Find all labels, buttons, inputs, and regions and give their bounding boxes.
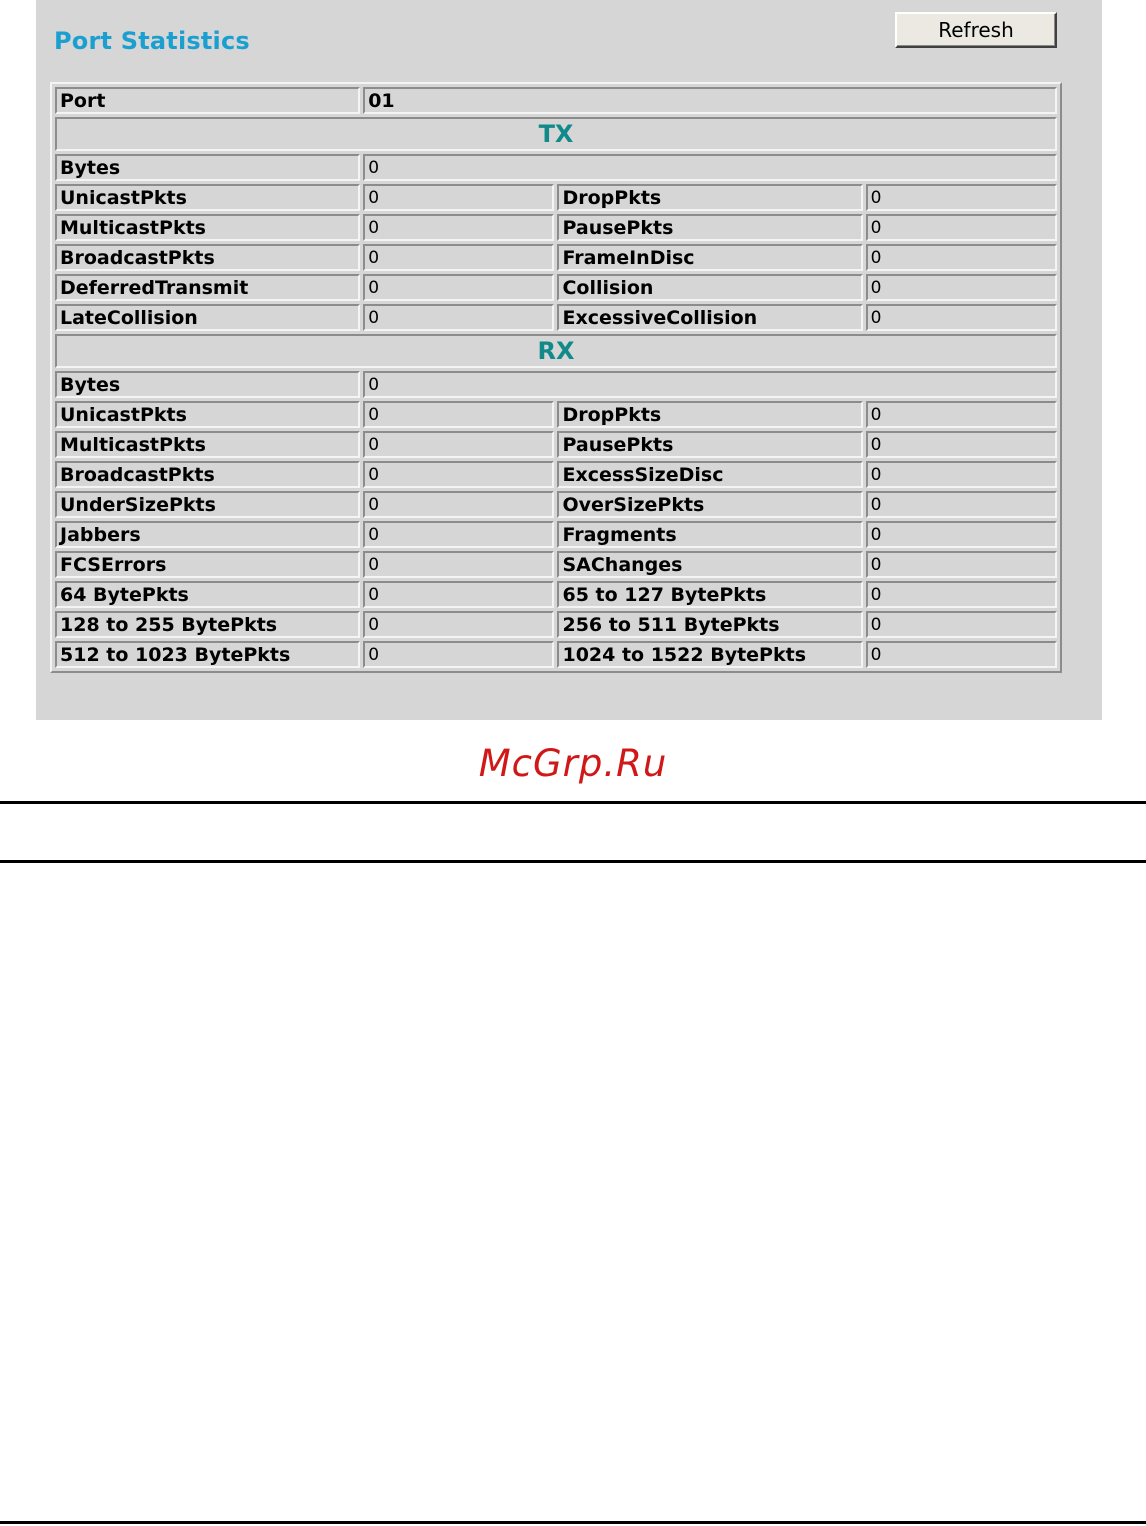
rx-bytes-label: Bytes (55, 371, 360, 398)
stat-label: FrameInDisc (557, 244, 862, 271)
stat-value: 0 (363, 214, 554, 241)
stat-label: FCSErrors (55, 551, 360, 578)
stats-body (55, 87, 1057, 668)
stat-label: 512 to 1023 BytePkts (55, 641, 360, 668)
rx-row (55, 401, 1057, 428)
stat-label: OverSizePkts (557, 491, 862, 518)
stat-value: 0 (866, 491, 1057, 518)
stat-label: PausePkts (557, 214, 862, 241)
stat-label: 65 to 127 BytePkts (557, 581, 862, 608)
stat-value: 0 (363, 491, 554, 518)
stat-value: 0 (363, 401, 554, 428)
tx-row (55, 274, 1057, 301)
stat-label: Jabbers (55, 521, 360, 548)
stat-value: 0 (866, 611, 1057, 638)
stat-label: ExcessSizeDisc (557, 461, 862, 488)
rx-bytes-row (55, 371, 1057, 398)
stat-label: SAChanges (557, 551, 862, 578)
tx-row (55, 304, 1057, 331)
stat-label: 128 to 255 BytePkts (55, 611, 360, 638)
stat-label: 64 BytePkts (55, 581, 360, 608)
stat-value: 0 (866, 581, 1057, 608)
stat-value: 0 (866, 184, 1057, 211)
port-label: Port (55, 87, 360, 114)
stat-label: BroadcastPkts (55, 244, 360, 271)
rx-title: RX (55, 334, 1057, 368)
stat-value: 0 (866, 304, 1057, 331)
stat-value: 0 (363, 274, 554, 301)
stat-value: 0 (363, 461, 554, 488)
tx-section-header (55, 117, 1057, 151)
tx-bytes-label: Bytes (55, 154, 360, 181)
stat-label: 1024 to 1522 BytePkts (557, 641, 862, 668)
page-title: Port Statistics (54, 27, 250, 55)
stat-label: UnderSizePkts (55, 491, 360, 518)
stat-label: ExcessiveCollision (557, 304, 862, 331)
stat-value: 0 (866, 551, 1057, 578)
port-statistics-table (50, 82, 1062, 673)
stat-label: 256 to 511 BytePkts (557, 611, 862, 638)
rx-bytes-value: 0 (363, 371, 1057, 398)
stat-label: UnicastPkts (55, 184, 360, 211)
stat-label: MulticastPkts (55, 214, 360, 241)
stat-value: 0 (866, 461, 1057, 488)
stat-label: Fragments (557, 521, 862, 548)
rx-row (55, 551, 1057, 578)
rx-section-header (55, 334, 1057, 368)
divider-line (0, 801, 1146, 804)
stat-value: 0 (363, 244, 554, 271)
stat-value: 0 (363, 611, 554, 638)
divider-line (0, 1521, 1146, 1524)
tx-bytes-row (55, 154, 1057, 181)
stat-value: 0 (363, 184, 554, 211)
port-row (55, 87, 1057, 114)
rx-row (55, 521, 1057, 548)
rx-row (55, 461, 1057, 488)
tx-row (55, 244, 1057, 271)
stat-label: UnicastPkts (55, 401, 360, 428)
rx-row (55, 491, 1057, 518)
stat-value: 0 (866, 641, 1057, 668)
stat-label: Collision (557, 274, 862, 301)
stat-value: 0 (363, 581, 554, 608)
stat-label: DropPkts (557, 401, 862, 428)
stat-value: 0 (363, 551, 554, 578)
stat-value: 0 (866, 521, 1057, 548)
rx-row (55, 431, 1057, 458)
stat-value: 0 (866, 244, 1057, 271)
tx-row (55, 214, 1057, 241)
stat-label: BroadcastPkts (55, 461, 360, 488)
tx-bytes-value: 0 (363, 154, 1057, 181)
port-value: 01 (363, 87, 1057, 114)
stat-value: 0 (866, 274, 1057, 301)
rx-row (55, 641, 1057, 668)
rx-row (55, 611, 1057, 638)
port-statistics-panel (36, 0, 1102, 720)
rx-row (55, 581, 1057, 608)
stat-value: 0 (363, 521, 554, 548)
stat-label: PausePkts (557, 431, 862, 458)
stat-value: 0 (363, 641, 554, 668)
stat-label: DeferredTransmit (55, 274, 360, 301)
stat-label: LateCollision (55, 304, 360, 331)
stat-value: 0 (363, 304, 554, 331)
divider-line (0, 860, 1146, 863)
stat-label: DropPkts (557, 184, 862, 211)
refresh-button[interactable]: Refresh (895, 12, 1057, 48)
stat-value: 0 (866, 214, 1057, 241)
stat-value: 0 (866, 431, 1057, 458)
stat-value: 0 (866, 401, 1057, 428)
stat-value: 0 (363, 431, 554, 458)
tx-title: TX (55, 117, 1057, 151)
watermark: McGrp.Ru (478, 742, 668, 785)
stat-label: MulticastPkts (55, 431, 360, 458)
tx-row (55, 184, 1057, 211)
